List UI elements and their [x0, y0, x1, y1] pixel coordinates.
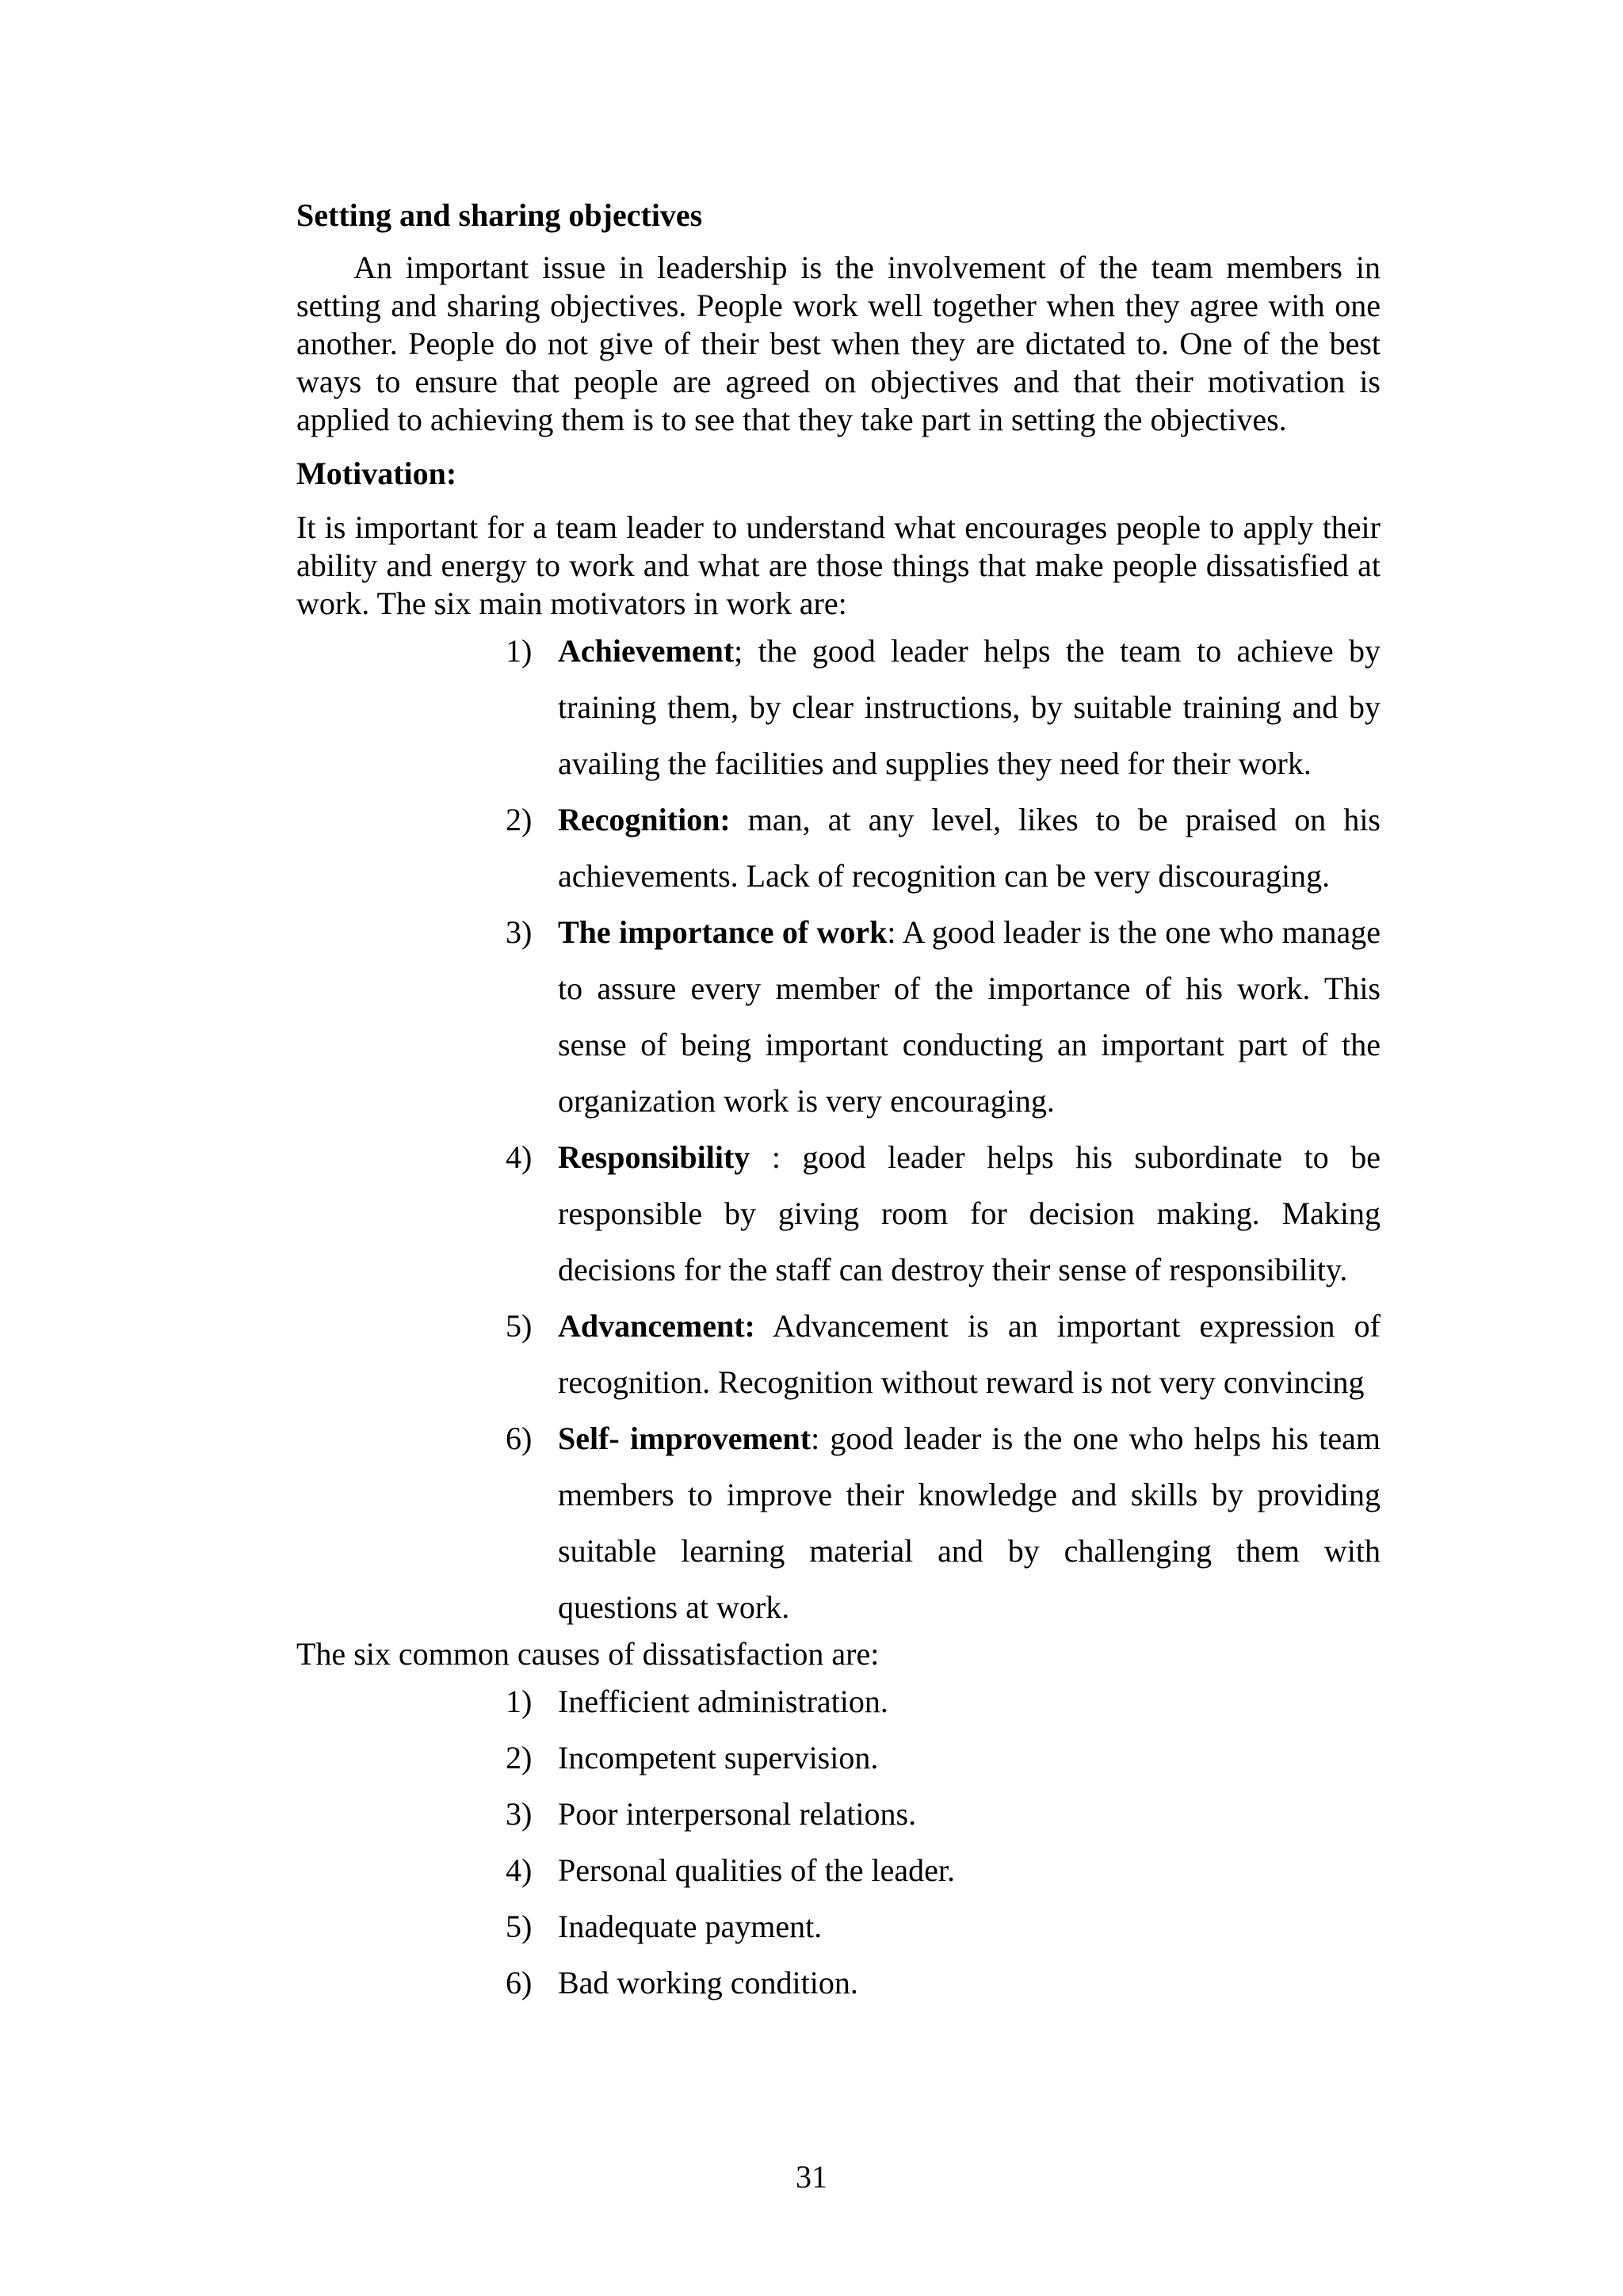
list-number: 6): [506, 1965, 533, 2000]
cause-text: Poor interpersonal relations.: [558, 1796, 917, 1832]
list-item: [506, 1955, 1381, 2011]
motivator-term: Advancement:: [558, 1308, 755, 1344]
motivator-term: Achievement: [558, 633, 735, 669]
list-number: 5): [506, 1909, 533, 1944]
list-number: 2): [506, 802, 533, 837]
list-item: [506, 904, 1381, 1129]
objectives-paragraph: An important issue in leadership is the involvement of the team members in setting and sharing objectives. People work well together when they agree with one another. People do not give of their best when they are dictated to. One of the best ways to ensure that people are agreed on objectives and that their motivation is applied to achieving them is to see that they take part in setting the objectives.: [296, 250, 1381, 437]
list-number: 3): [506, 1796, 533, 1832]
page-number: 31: [796, 2159, 827, 2195]
list-item: [506, 1410, 1381, 1635]
list-item: [506, 1129, 1381, 1298]
cause-text: Bad working condition.: [558, 1965, 858, 2000]
page-content: [296, 196, 1381, 2011]
motivator-text: : good leader helps his subordinate to be responsible by giving room for decision making. Making decisions for the staff can destroy their sense of responsibility.: [558, 1139, 1381, 1287]
motivators-list: [296, 623, 1381, 1635]
section-heading-objectives: Setting and sharing objectives: [296, 197, 703, 233]
list-number: 4): [506, 1852, 533, 1888]
motivator-term: The importance of work: [558, 914, 888, 950]
list-item: [506, 1730, 1381, 1786]
motivation-intro: It is important for a team leader to understand what encourages people to apply their ability and energy to work and what are those things that make people dissatisfied at work. The six main motivators in work are:: [296, 509, 1381, 621]
list-item: [506, 1786, 1381, 1842]
list-number: 1): [506, 633, 533, 669]
motivator-text: : good leader is the one who helps his team members to improve their knowledge and skills by providing suitable learning material and by challenging them with questions at work.: [558, 1421, 1381, 1625]
causes-intro: The six common causes of dissatisfaction are:: [296, 1636, 880, 1672]
list-number: 3): [506, 914, 533, 950]
motivator-term: Responsibility: [558, 1139, 750, 1175]
list-number: 4): [506, 1139, 533, 1175]
list-number: 5): [506, 1308, 533, 1344]
list-item: [506, 1673, 1381, 1730]
motivator-term: Self- improvement: [558, 1421, 812, 1456]
motivator-text: : A good leader is the one who manage to assure every member of the importance of his work. This sense of being important conducting an important part of the organization work is very encouraging.: [558, 914, 1381, 1119]
motivator-text: Advancement is an important expression of recognition. Recognition without reward is not very convincing: [558, 1308, 1381, 1400]
list-item: [506, 1298, 1381, 1410]
cause-text: Inefficient administration.: [558, 1684, 888, 1719]
cause-text: Incompetent supervision.: [558, 1740, 879, 1775]
causes-list: [296, 1673, 1381, 2011]
list-number: 6): [506, 1421, 533, 1456]
cause-text: Inadequate payment.: [558, 1909, 823, 1944]
motivator-term: Recognition:: [558, 802, 731, 837]
list-item: [506, 1898, 1381, 1955]
section-heading-motivation: Motivation:: [296, 456, 457, 491]
list-number: 1): [506, 1684, 533, 1719]
list-item: [506, 1842, 1381, 1898]
list-item: [506, 791, 1381, 904]
list-number: 2): [506, 1740, 533, 1775]
list-item: [506, 623, 1381, 791]
motivator-text: man, at any level, likes to be praised on his achievements. Lack of recognition can be very discouraging.: [558, 802, 1381, 894]
cause-text: Personal qualities of the leader.: [558, 1852, 955, 1888]
motivator-text: ; the good leader helps the team to achieve by training them, by clear instructions, by suitable training and by availing the facilities and supplies they need for their work.: [558, 633, 1381, 781]
